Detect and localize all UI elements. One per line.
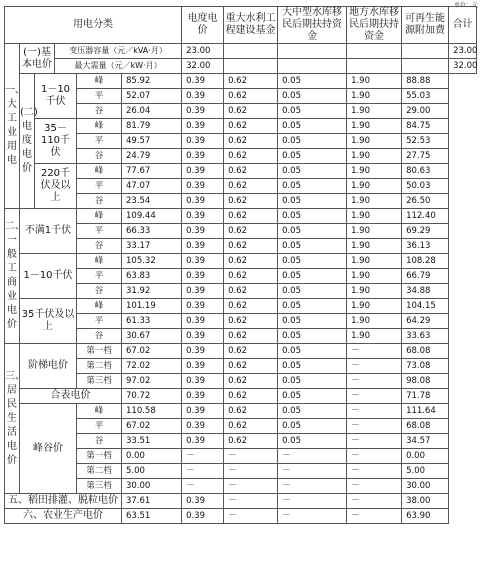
- total-cell: 68.08: [402, 344, 449, 359]
- fund-cell: 0.62: [224, 74, 278, 89]
- period-cell: 谷: [77, 284, 122, 299]
- fund-cell: 0.05: [278, 299, 347, 314]
- total-cell: 55.03: [402, 89, 449, 104]
- period-cell: 谷: [77, 194, 122, 209]
- fund-cell: 0.05: [278, 149, 347, 164]
- fund-cell: 0.39: [182, 374, 224, 389]
- fund-cell: 0.39: [182, 494, 224, 509]
- fund-cell: 0.05: [278, 209, 347, 224]
- fund-cell: －: [347, 419, 402, 434]
- period-cell: 平: [77, 419, 122, 434]
- fund-cell: 0.62: [224, 239, 278, 254]
- fund-cell: 0.05: [278, 164, 347, 179]
- fund-cell: 0.62: [224, 284, 278, 299]
- fund-cell: 0.05: [278, 269, 347, 284]
- fund-cell: 1.90: [347, 254, 402, 269]
- price-cell: 61.33: [122, 314, 182, 329]
- fund-cell: 0.05: [278, 239, 347, 254]
- fund-cell: 1.90: [347, 89, 402, 104]
- fund-cell: 0.39: [182, 329, 224, 344]
- price-cell: 101.19: [122, 299, 182, 314]
- period-cell: 峰: [77, 164, 122, 179]
- fund-cell: 0.39: [182, 179, 224, 194]
- fund-cell: 0.05: [278, 374, 347, 389]
- voltage-220-label: 220千伏及以上: [35, 164, 77, 209]
- price-cell: 109.44: [122, 209, 182, 224]
- price-cell: 24.79: [122, 149, 182, 164]
- total-cell: 66.79: [402, 269, 449, 284]
- period-cell: 峰: [77, 74, 122, 89]
- fund-cell: 0.62: [224, 344, 278, 359]
- fund-cell: 0.62: [224, 329, 278, 344]
- fund-cell: 0.39: [182, 209, 224, 224]
- fund-cell: 0.05: [278, 194, 347, 209]
- tariff-body: [5, 7, 477, 524]
- period-cell: 平: [77, 179, 122, 194]
- fund-cell: －: [224, 464, 278, 479]
- total-cell: 98.08: [402, 374, 449, 389]
- fund-cell: [278, 59, 347, 74]
- fund-cell: 0.39: [182, 89, 224, 104]
- total-cell: 108.28: [402, 254, 449, 269]
- table-row: [5, 494, 477, 509]
- header-category: 用电分类: [5, 7, 182, 44]
- total-cell: 26.50: [402, 194, 449, 209]
- fund-cell: 0.05: [278, 359, 347, 374]
- fund-cell: 1.90: [347, 239, 402, 254]
- fund-cell: 0.05: [278, 404, 347, 419]
- period-cell: 平: [77, 224, 122, 239]
- period-cell: 峰: [77, 299, 122, 314]
- fund-cell: 0.62: [224, 209, 278, 224]
- fund-cell: －: [278, 464, 347, 479]
- agri-price-label: 六、农业生产电价: [5, 509, 122, 524]
- energy-price-label: (二)电度电价: [20, 74, 35, 209]
- fund-cell: 1.90: [347, 119, 402, 134]
- fund-cell: －: [347, 404, 402, 419]
- price-cell: 81.79: [122, 119, 182, 134]
- fund-cell: 0.39: [182, 104, 224, 119]
- fund-cell: －: [347, 389, 402, 404]
- fund-cell: 0.05: [278, 434, 347, 449]
- fund-cell: 0.62: [224, 404, 278, 419]
- fund-cell: －: [347, 494, 402, 509]
- period-cell: 第三档: [77, 479, 122, 494]
- period-cell: 谷: [77, 104, 122, 119]
- period-cell: 平: [77, 134, 122, 149]
- fund-cell: 0.39: [182, 509, 224, 524]
- commercial-35kv-label: 35千伏及以上: [20, 299, 77, 344]
- total-cell: 0.00: [402, 449, 449, 464]
- total-cell: 64.29: [402, 314, 449, 329]
- total-cell: 34.57: [402, 434, 449, 449]
- fund-cell: 0.39: [182, 314, 224, 329]
- total-cell: 30.00: [402, 479, 449, 494]
- residential-label: 三、居民生活电价: [5, 344, 20, 494]
- fund-cell: －: [278, 494, 347, 509]
- total-cell: 33.63: [402, 329, 449, 344]
- price-cell: 33.51: [122, 434, 182, 449]
- fund-cell: 0.05: [278, 419, 347, 434]
- fund-cell: 1.90: [347, 299, 402, 314]
- price-cell: 67.02: [122, 344, 182, 359]
- total-cell: 111.64: [402, 404, 449, 419]
- fund-cell: 0.39: [182, 434, 224, 449]
- fund-cell: 0.62: [224, 89, 278, 104]
- price-cell: 26.04: [122, 104, 182, 119]
- fund-cell: 0.39: [182, 269, 224, 284]
- total-cell: 71.78: [402, 389, 449, 404]
- fund-cell: 0.39: [182, 254, 224, 269]
- fund-cell: －: [347, 509, 402, 524]
- fund-cell: 1.90: [347, 284, 402, 299]
- period-cell: 平: [77, 314, 122, 329]
- commercial-1-10kv-label: 1－10千伏: [20, 254, 77, 299]
- price-cell: 33.17: [122, 239, 182, 254]
- fund-cell: 0.62: [224, 224, 278, 239]
- fund-cell: 1.90: [347, 179, 402, 194]
- capacity-label: 变压器容量（元／kVA·月）: [55, 44, 182, 59]
- price-cell: 63.83: [122, 269, 182, 284]
- fund-cell: 0.05: [278, 254, 347, 269]
- fund-cell: 0.39: [182, 194, 224, 209]
- ladder-price-label: 阶梯电价: [20, 344, 77, 389]
- fund-cell: 0.05: [278, 179, 347, 194]
- industry-label: 一、大工业用电: [5, 44, 20, 209]
- table-row: [5, 509, 477, 524]
- price-cell: 47.07: [122, 179, 182, 194]
- fund-cell: 1.90: [347, 104, 402, 119]
- fund-cell: 0.62: [224, 194, 278, 209]
- table-row: [5, 59, 477, 74]
- fund-cell: 0.62: [224, 359, 278, 374]
- table-row: [5, 209, 477, 224]
- period-cell: 谷: [77, 329, 122, 344]
- price-cell: 32.00: [182, 59, 224, 74]
- fund-cell: 0.39: [182, 239, 224, 254]
- table-row: [5, 74, 477, 89]
- period-cell: 第二档: [77, 359, 122, 374]
- total-cell: 5.00: [402, 464, 449, 479]
- price-cell: 105.32: [122, 254, 182, 269]
- price-cell: 31.92: [122, 284, 182, 299]
- fund-cell: －: [347, 449, 402, 464]
- fund-cell: 1.90: [347, 269, 402, 284]
- fund-cell: 0.39: [182, 284, 224, 299]
- price-cell: 77.67: [122, 164, 182, 179]
- fund-cell: 0.39: [182, 224, 224, 239]
- fund-cell: 0.05: [278, 134, 347, 149]
- period-cell: 第三档: [77, 374, 122, 389]
- period-cell: 谷: [77, 149, 122, 164]
- commercial-label: 二、一般工商业电价: [5, 209, 20, 344]
- fund-cell: －: [347, 344, 402, 359]
- fund-cell: [402, 44, 449, 59]
- total-cell: 104.15: [402, 299, 449, 314]
- total-cell: 38.00: [402, 494, 449, 509]
- header-fund4: 可再生能源附加费: [402, 7, 449, 44]
- header-fund3: 地方水库移民后期扶持资金: [347, 7, 402, 44]
- fund-cell: －: [224, 479, 278, 494]
- total-cell: 63.90: [402, 509, 449, 524]
- fund-cell: 0.05: [278, 224, 347, 239]
- fund-cell: 1.90: [347, 134, 402, 149]
- fund-cell: 0.05: [278, 119, 347, 134]
- demand-label: 最大需量（元／kW·月）: [55, 59, 182, 74]
- fund-cell: 1.90: [347, 164, 402, 179]
- unit-note: 单位：元: [453, 2, 478, 9]
- price-cell: 110.58: [122, 404, 182, 419]
- price-cell: 72.02: [122, 359, 182, 374]
- meter-price-label: 合表电价: [20, 389, 122, 404]
- table-row: [5, 404, 477, 419]
- fund-cell: [224, 44, 278, 59]
- fund-cell: 0.62: [224, 164, 278, 179]
- period-cell: 峰: [77, 209, 122, 224]
- price-cell: 97.02: [122, 374, 182, 389]
- table-row: [5, 164, 477, 179]
- price-cell: 52.07: [122, 89, 182, 104]
- fund-cell: 0.39: [182, 134, 224, 149]
- price-cell: 49.57: [122, 134, 182, 149]
- total-cell: 32.00: [449, 59, 477, 74]
- total-cell: 34.88: [402, 284, 449, 299]
- total-cell: 23.00: [449, 44, 477, 59]
- fund-cell: 0.62: [224, 374, 278, 389]
- total-cell: 112.40: [402, 209, 449, 224]
- fund-cell: －: [278, 449, 347, 464]
- fund-cell: 0.05: [278, 284, 347, 299]
- fund-cell: 0.62: [224, 149, 278, 164]
- fund-cell: 0.62: [224, 314, 278, 329]
- period-cell: 谷: [77, 239, 122, 254]
- fund-cell: 0.39: [182, 149, 224, 164]
- fund-cell: －: [347, 359, 402, 374]
- fund-cell: 0.39: [182, 419, 224, 434]
- header-fund2: 大中型水库移民后期扶持资金: [278, 7, 347, 44]
- total-cell: 68.08: [402, 419, 449, 434]
- total-cell: 27.75: [402, 149, 449, 164]
- price-cell: 70.72: [122, 389, 182, 404]
- fund-cell: －: [224, 494, 278, 509]
- fund-cell: 1.90: [347, 224, 402, 239]
- fund-cell: 1.90: [347, 314, 402, 329]
- period-cell: 第一档: [77, 344, 122, 359]
- fund-cell: [278, 44, 347, 59]
- fund-cell: [402, 59, 449, 74]
- drain-price-label: 五、稻田排灌、脱粒电价: [5, 494, 122, 509]
- fund-cell: 0.39: [182, 344, 224, 359]
- total-cell: 36.13: [402, 239, 449, 254]
- fund-cell: －: [182, 449, 224, 464]
- basic-price-label: (一)基本电价: [20, 44, 55, 74]
- fund-cell: 0.05: [278, 344, 347, 359]
- fund-cell: 0.62: [224, 389, 278, 404]
- fund-cell: 0.39: [182, 74, 224, 89]
- total-cell: 73.08: [402, 359, 449, 374]
- fund-cell: 0.62: [224, 434, 278, 449]
- price-cell: 0.00: [122, 449, 182, 464]
- voltage-35-110-label: 35－110千伏: [35, 119, 77, 164]
- header-fund1: 重大水利工程建设基金: [224, 7, 278, 44]
- total-cell: 69.29: [402, 224, 449, 239]
- total-cell: 50.03: [402, 179, 449, 194]
- price-cell: 66.33: [122, 224, 182, 239]
- price-cell: 5.00: [122, 464, 182, 479]
- commercial-under-1kv-label: 不满1千伏: [20, 209, 77, 254]
- price-cell: 85.92: [122, 74, 182, 89]
- fund-cell: 0.39: [182, 359, 224, 374]
- fund-cell: －: [278, 509, 347, 524]
- fund-cell: －: [182, 479, 224, 494]
- fund-cell: 1.90: [347, 74, 402, 89]
- fund-cell: －: [347, 464, 402, 479]
- fund-cell: 0.39: [182, 299, 224, 314]
- fund-cell: 0.05: [278, 104, 347, 119]
- fund-cell: －: [347, 434, 402, 449]
- period-cell: 峰: [77, 404, 122, 419]
- total-cell: 84.75: [402, 119, 449, 134]
- table-row: [5, 389, 477, 404]
- price-cell: 23.54: [122, 194, 182, 209]
- price-cell: 37.61: [122, 494, 182, 509]
- period-cell: 平: [77, 89, 122, 104]
- fund-cell: 0.62: [224, 269, 278, 284]
- tariff-table: [4, 6, 477, 524]
- fund-cell: 0.05: [278, 329, 347, 344]
- fund-cell: 1.90: [347, 329, 402, 344]
- fund-cell: 1.90: [347, 209, 402, 224]
- fund-cell: 0.05: [278, 314, 347, 329]
- fund-cell: 0.62: [224, 419, 278, 434]
- fund-cell: 0.62: [224, 254, 278, 269]
- fund-cell: 0.05: [278, 389, 347, 404]
- fund-cell: 1.90: [347, 194, 402, 209]
- fund-cell: 0.05: [278, 74, 347, 89]
- fund-cell: 0.39: [182, 404, 224, 419]
- price-cell: 67.02: [122, 419, 182, 434]
- table-row: [5, 299, 477, 314]
- total-cell: 80.63: [402, 164, 449, 179]
- period-cell: 第一档: [77, 449, 122, 464]
- fund-cell: －: [278, 479, 347, 494]
- header-row: [5, 7, 477, 44]
- fund-cell: [347, 59, 402, 74]
- fund-cell: 0.39: [182, 389, 224, 404]
- voltage-1-10-label: 1－10千伏: [35, 74, 77, 119]
- fund-cell: [224, 59, 278, 74]
- period-cell: 第二档: [77, 464, 122, 479]
- fund-cell: －: [224, 509, 278, 524]
- header-price: 电度电价: [182, 7, 224, 44]
- fund-cell: 0.62: [224, 299, 278, 314]
- fund-cell: －: [224, 449, 278, 464]
- table-row: [5, 44, 477, 59]
- fund-cell: 1.90: [347, 149, 402, 164]
- fund-cell: 0.62: [224, 104, 278, 119]
- fund-cell: 0.62: [224, 119, 278, 134]
- header-total: 合计: [449, 7, 477, 44]
- peak-valley-label: 峰谷价: [20, 404, 77, 494]
- price-cell: 63.51: [122, 509, 182, 524]
- price-cell: 23.00: [182, 44, 224, 59]
- table-row: [5, 119, 477, 134]
- fund-cell: －: [347, 374, 402, 389]
- period-cell: 峰: [77, 119, 122, 134]
- fund-cell: 0.39: [182, 164, 224, 179]
- price-cell: 30.67: [122, 329, 182, 344]
- price-cell: 30.00: [122, 479, 182, 494]
- fund-cell: －: [347, 479, 402, 494]
- total-cell: 88.88: [402, 74, 449, 89]
- total-cell: 29.00: [402, 104, 449, 119]
- fund-cell: 0.62: [224, 179, 278, 194]
- table-row: [5, 344, 477, 359]
- fund-cell: 0.39: [182, 119, 224, 134]
- fund-cell: 0.62: [224, 134, 278, 149]
- period-cell: 平: [77, 269, 122, 284]
- period-cell: 谷: [77, 434, 122, 449]
- total-cell: 52.53: [402, 134, 449, 149]
- fund-cell: [347, 44, 402, 59]
- fund-cell: －: [182, 464, 224, 479]
- fund-cell: 0.05: [278, 89, 347, 104]
- table-row: [5, 254, 477, 269]
- period-cell: 峰: [77, 254, 122, 269]
